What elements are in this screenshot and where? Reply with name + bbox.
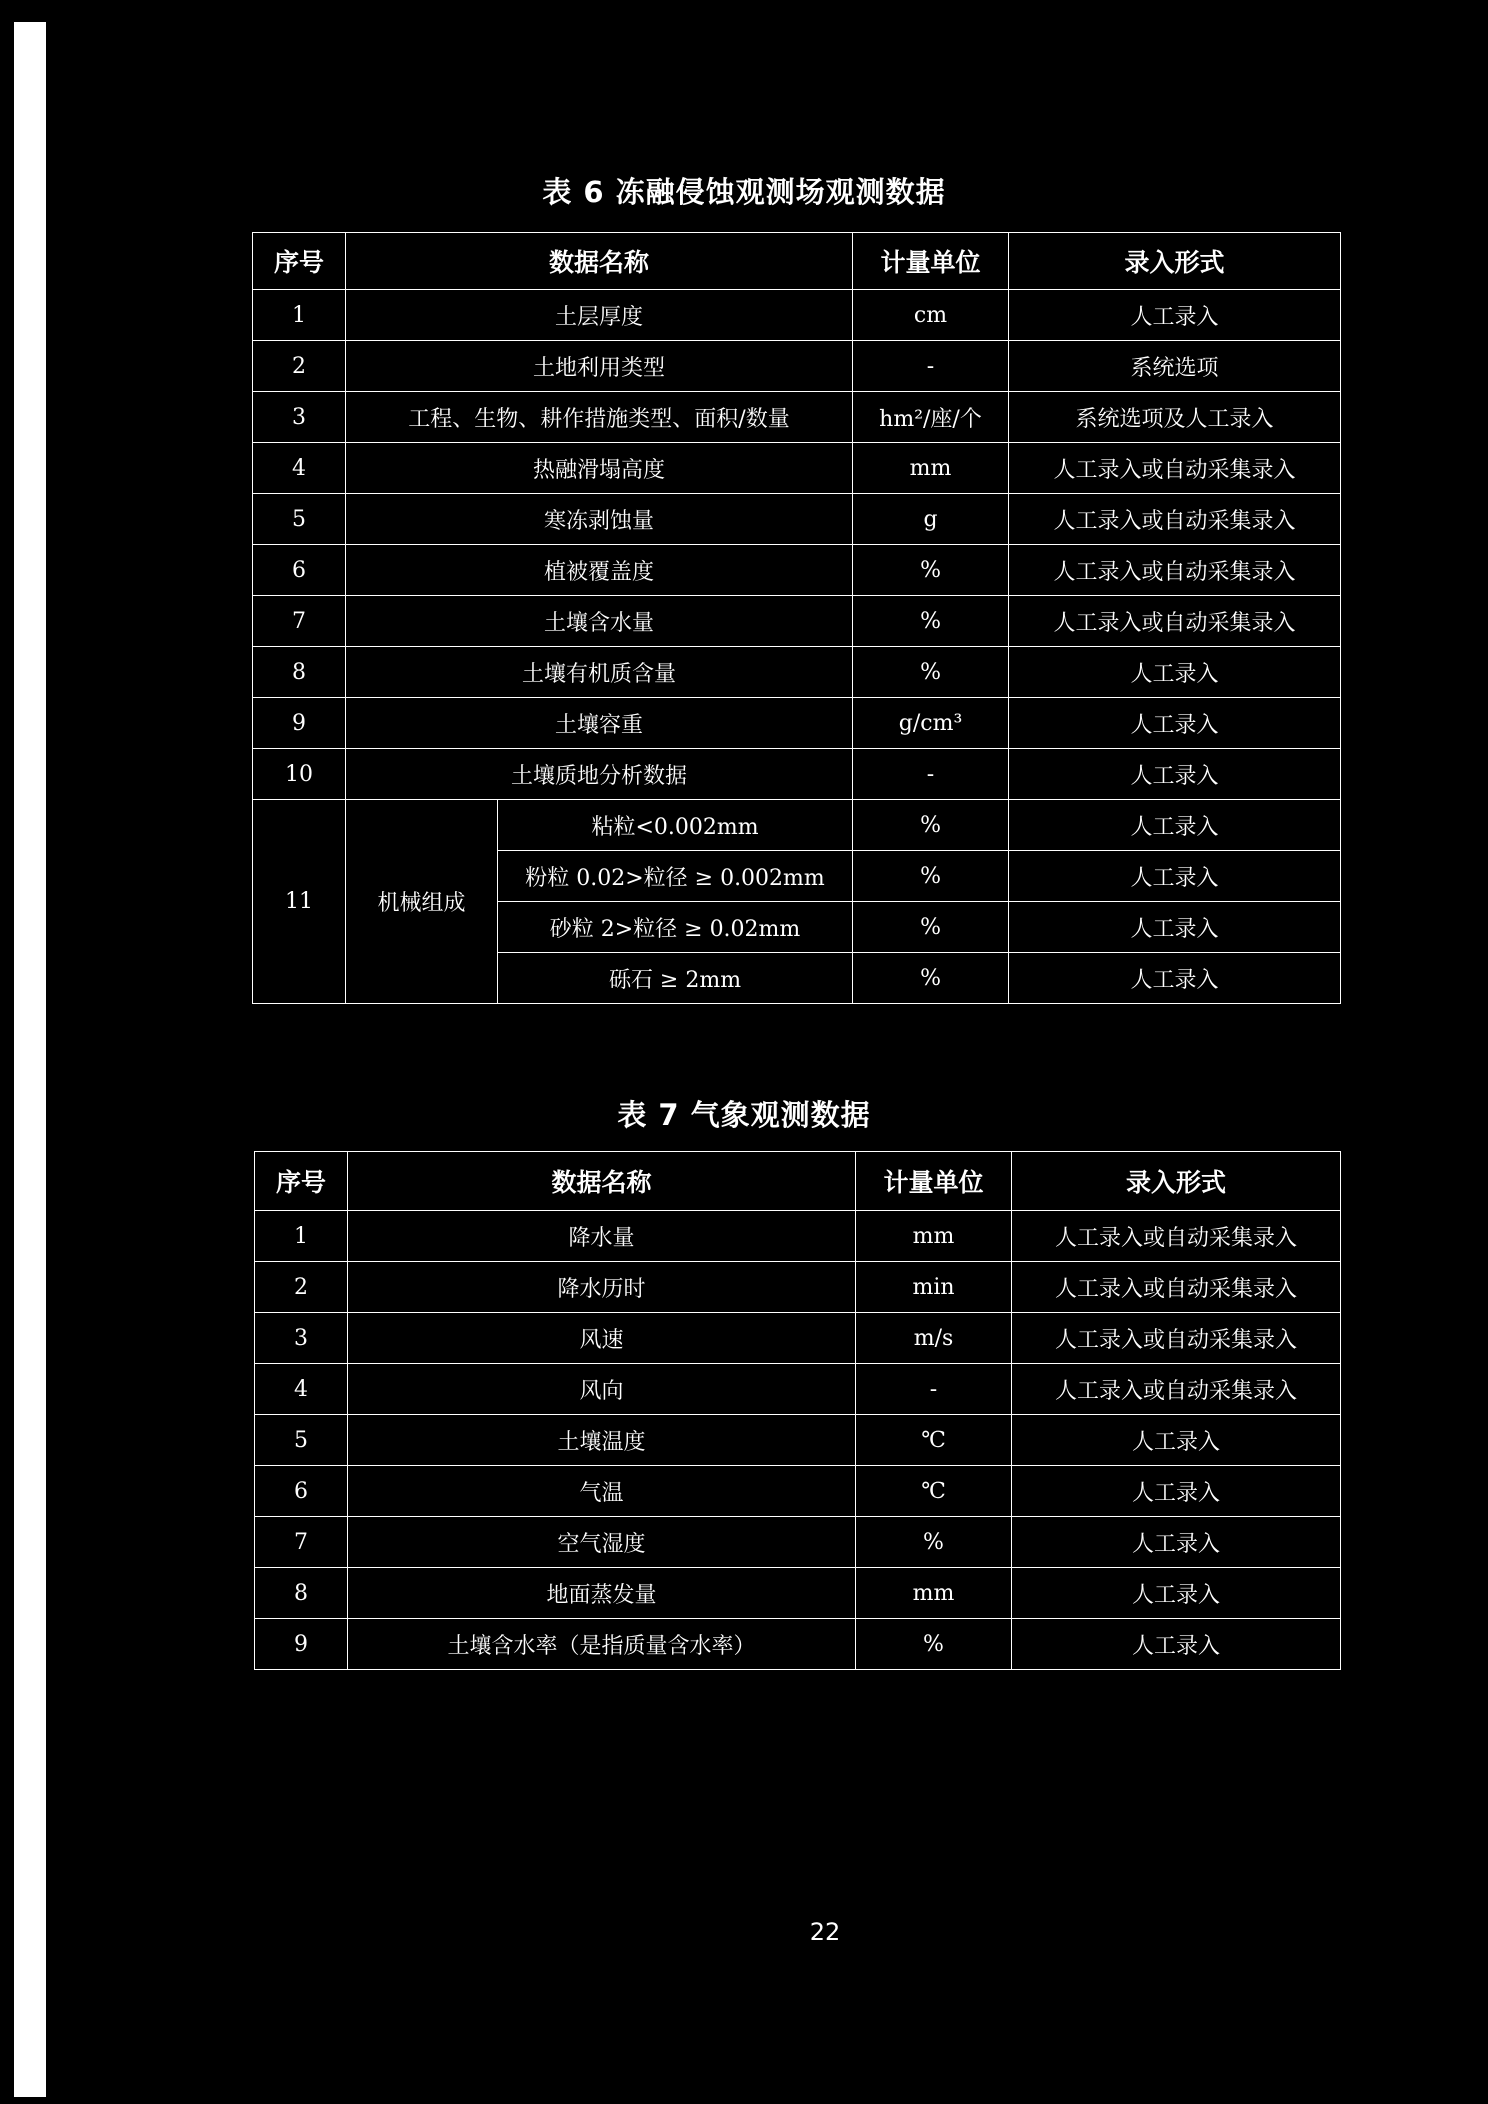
row-unit: mm [856, 1211, 1012, 1262]
row-entry: 人工录入 [1012, 1568, 1341, 1619]
header-unit: 计量单位 [853, 233, 1009, 290]
row-no: 3 [253, 392, 346, 443]
group-no: 11 [253, 800, 346, 1004]
row-entry: 人工录入 [1009, 698, 1341, 749]
row-entry: 人工录入或自动采集录入 [1012, 1313, 1341, 1364]
row-entry: 人工录入 [1009, 749, 1341, 800]
table7-header-row [255, 1152, 1341, 1211]
table-row [255, 1262, 1341, 1313]
row-name: 热融滑塌高度 [346, 443, 853, 494]
subrow-entry: 人工录入 [1009, 953, 1341, 1004]
row-name: 降水量 [348, 1211, 856, 1262]
row-entry: 人工录入 [1012, 1517, 1341, 1568]
table-row [255, 1313, 1341, 1364]
row-no: 6 [253, 545, 346, 596]
table-row [255, 1517, 1341, 1568]
header-name: 数据名称 [346, 233, 853, 290]
row-entry: 人工录入或自动采集录入 [1009, 596, 1341, 647]
row-name: 土壤含水率（是指质量含水率） [348, 1619, 856, 1670]
row-name: 降水历时 [348, 1262, 856, 1313]
table-row [253, 341, 1341, 392]
table-row [255, 1364, 1341, 1415]
row-unit: cm [853, 290, 1009, 341]
row-no: 3 [255, 1313, 348, 1364]
table-row [255, 1466, 1341, 1517]
row-no: 8 [255, 1568, 348, 1619]
row-no: 5 [253, 494, 346, 545]
table-row [253, 494, 1341, 545]
subrow-name: 砾石 ≥ 2mm [498, 953, 853, 1004]
row-unit: - [853, 341, 1009, 392]
row-entry: 人工录入 [1009, 290, 1341, 341]
subrow-unit: % [853, 953, 1009, 1004]
row-name: 地面蒸发量 [348, 1568, 856, 1619]
subrow-name: 粉粒 0.02>粒径 ≥ 0.002mm [498, 851, 853, 902]
row-unit: min [856, 1262, 1012, 1313]
table-row [255, 1568, 1341, 1619]
row-no: 7 [253, 596, 346, 647]
row-entry: 人工录入或自动采集录入 [1012, 1211, 1341, 1262]
group-name: 机械组成 [346, 800, 498, 1004]
row-name: 植被覆盖度 [346, 545, 853, 596]
row-entry: 人工录入 [1012, 1619, 1341, 1670]
header-entry: 录入形式 [1009, 233, 1341, 290]
row-unit: - [856, 1364, 1012, 1415]
subrow-entry: 人工录入 [1009, 902, 1341, 953]
row-no: 2 [253, 341, 346, 392]
subrow-name: 砂粒 2>粒径 ≥ 0.02mm [498, 902, 853, 953]
table-row [253, 800, 1341, 851]
row-unit: % [856, 1517, 1012, 1568]
row-unit: mm [856, 1568, 1012, 1619]
row-name: 土壤有机质含量 [346, 647, 853, 698]
header-no: 序号 [253, 233, 346, 290]
row-name: 土地利用类型 [346, 341, 853, 392]
table6 [252, 232, 1341, 1004]
table-row [255, 1211, 1341, 1262]
row-no: 5 [255, 1415, 348, 1466]
row-no: 2 [255, 1262, 348, 1313]
table-row [253, 749, 1341, 800]
table-row [255, 1619, 1341, 1670]
subrow-entry: 人工录入 [1009, 851, 1341, 902]
row-name: 土壤温度 [348, 1415, 856, 1466]
row-unit: ℃ [856, 1415, 1012, 1466]
row-no: 1 [253, 290, 346, 341]
row-entry: 系统选项 [1009, 341, 1341, 392]
row-no: 10 [253, 749, 346, 800]
row-name: 土壤容重 [346, 698, 853, 749]
table6-header-row [253, 233, 1341, 290]
row-name: 土层厚度 [346, 290, 853, 341]
row-entry: 人工录入或自动采集录入 [1009, 494, 1341, 545]
header-entry: 录入形式 [1012, 1152, 1341, 1211]
table6-caption: 表 6 冻融侵蚀观测场观测数据 [542, 175, 946, 209]
row-no: 7 [255, 1517, 348, 1568]
table-row [253, 290, 1341, 341]
row-unit: % [853, 647, 1009, 698]
row-entry: 人工录入 [1012, 1466, 1341, 1517]
table-row [253, 545, 1341, 596]
table7-caption: 表 7 气象观测数据 [617, 1098, 871, 1132]
row-no: 4 [253, 443, 346, 494]
table-row [253, 596, 1341, 647]
row-entry: 人工录入或自动采集录入 [1009, 443, 1341, 494]
table-row [253, 392, 1341, 443]
row-entry: 人工录入或自动采集录入 [1012, 1364, 1341, 1415]
scan-edge-strip [14, 22, 46, 2097]
page-number: 22 [809, 1918, 841, 1946]
header-unit: 计量单位 [856, 1152, 1012, 1211]
row-name: 土壤含水量 [346, 596, 853, 647]
subrow-name: 粘粒<0.002mm [498, 800, 853, 851]
subrow-entry: 人工录入 [1009, 800, 1341, 851]
row-no: 4 [255, 1364, 348, 1415]
row-name: 工程、生物、耕作措施类型、面积/数量 [346, 392, 853, 443]
row-no: 8 [253, 647, 346, 698]
row-name: 土壤质地分析数据 [346, 749, 853, 800]
row-entry: 系统选项及人工录入 [1009, 392, 1341, 443]
row-unit: g [853, 494, 1009, 545]
table-row [253, 698, 1341, 749]
table7 [254, 1151, 1341, 1670]
row-entry: 人工录入或自动采集录入 [1012, 1262, 1341, 1313]
row-entry: 人工录入 [1009, 647, 1341, 698]
row-unit: - [853, 749, 1009, 800]
header-name: 数据名称 [348, 1152, 856, 1211]
row-no: 6 [255, 1466, 348, 1517]
row-unit: hm²/座/个 [853, 392, 1009, 443]
row-unit: m/s [856, 1313, 1012, 1364]
row-entry: 人工录入或自动采集录入 [1009, 545, 1341, 596]
header-no: 序号 [255, 1152, 348, 1211]
row-name: 风向 [348, 1364, 856, 1415]
row-unit: % [856, 1619, 1012, 1670]
row-no: 9 [253, 698, 346, 749]
subrow-unit: % [853, 800, 1009, 851]
subrow-unit: % [853, 902, 1009, 953]
row-entry: 人工录入 [1012, 1415, 1341, 1466]
row-unit: mm [853, 443, 1009, 494]
subrow-unit: % [853, 851, 1009, 902]
row-no: 9 [255, 1619, 348, 1670]
row-name: 寒冻剥蚀量 [346, 494, 853, 545]
row-name: 空气湿度 [348, 1517, 856, 1568]
table-row [253, 443, 1341, 494]
row-name: 风速 [348, 1313, 856, 1364]
row-unit: % [853, 545, 1009, 596]
table-row [253, 647, 1341, 698]
row-unit: ℃ [856, 1466, 1012, 1517]
row-name: 气温 [348, 1466, 856, 1517]
table-row [255, 1415, 1341, 1466]
row-no: 1 [255, 1211, 348, 1262]
row-unit: g/cm³ [853, 698, 1009, 749]
row-unit: % [853, 596, 1009, 647]
